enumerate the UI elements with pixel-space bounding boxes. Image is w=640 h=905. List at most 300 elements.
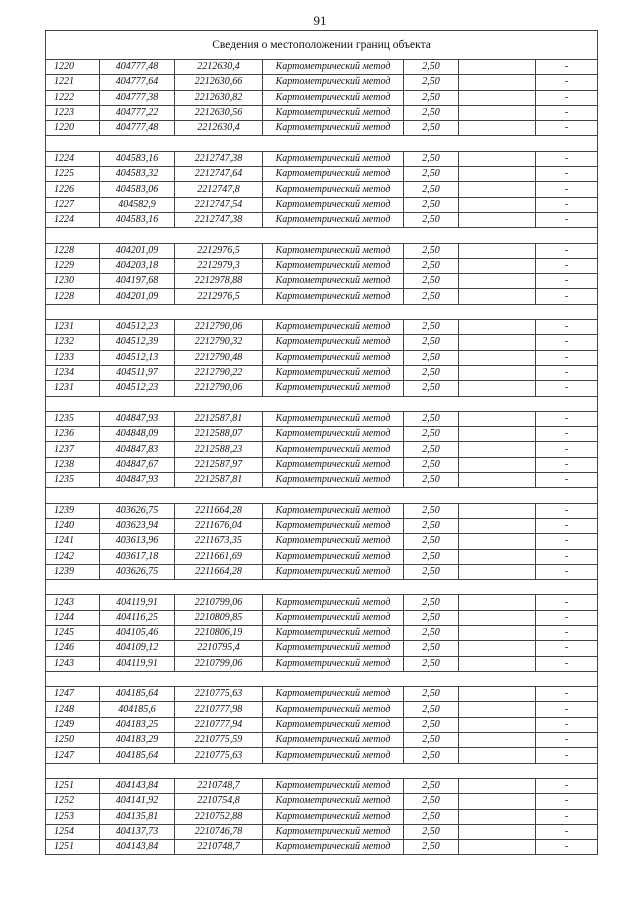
y-coordinate-cell: 2211664,28 (175, 503, 263, 518)
precision-cell: 2,50 (404, 75, 459, 90)
x-coordinate-cell: 404201,09 (100, 289, 175, 304)
x-coordinate-cell: 404777,38 (100, 90, 175, 105)
y-coordinate-cell: 2212630,4 (175, 60, 263, 75)
y-coordinate-cell: 2212790,32 (175, 335, 263, 350)
point-number-cell: 1230 (46, 274, 100, 289)
x-coordinate-cell: 404583,06 (100, 182, 175, 197)
description-empty-cell (459, 625, 536, 640)
description-dash-cell: - (536, 320, 598, 335)
group-separator-row (46, 763, 598, 778)
table-title-row (46, 31, 598, 60)
precision-cell: 2,50 (404, 534, 459, 549)
precision-cell: 2,50 (404, 411, 459, 426)
y-coordinate-cell: 2212747,38 (175, 151, 263, 166)
method-cell: Картометрический метод (263, 717, 404, 732)
table-row (46, 687, 598, 702)
separator-cell (46, 228, 598, 243)
description-empty-cell (459, 564, 536, 579)
separator-cell (46, 763, 598, 778)
precision-cell: 2,50 (404, 549, 459, 564)
table-row (46, 258, 598, 273)
description-dash-cell: - (536, 687, 598, 702)
description-empty-cell (459, 335, 536, 350)
description-dash-cell: - (536, 794, 598, 809)
boundary-coordinates-table (45, 30, 598, 855)
description-empty-cell (459, 151, 536, 166)
point-number-cell: 1254 (46, 824, 100, 839)
x-coordinate-cell: 404512,23 (100, 320, 175, 335)
x-coordinate-cell: 403626,75 (100, 503, 175, 518)
description-empty-cell (459, 274, 536, 289)
method-cell: Картометрический метод (263, 411, 404, 426)
point-number-cell: 1239 (46, 564, 100, 579)
table-row (46, 778, 598, 793)
method-cell: Картометрический метод (263, 534, 404, 549)
precision-cell: 2,50 (404, 809, 459, 824)
table-row (46, 748, 598, 763)
precision-cell: 2,50 (404, 427, 459, 442)
x-coordinate-cell: 404183,25 (100, 717, 175, 732)
x-coordinate-cell: 404201,09 (100, 243, 175, 258)
point-number-cell: 1244 (46, 610, 100, 625)
description-empty-cell (459, 717, 536, 732)
x-coordinate-cell: 404583,16 (100, 151, 175, 166)
method-cell: Картометрический метод (263, 60, 404, 75)
description-dash-cell: - (536, 350, 598, 365)
method-cell: Картометрический метод (263, 549, 404, 564)
y-coordinate-cell: 2212630,56 (175, 105, 263, 120)
y-coordinate-cell: 2210748,7 (175, 840, 263, 855)
description-empty-cell (459, 90, 536, 105)
precision-cell: 2,50 (404, 748, 459, 763)
point-number-cell: 1253 (46, 809, 100, 824)
description-empty-cell (459, 75, 536, 90)
table-row (46, 365, 598, 380)
description-empty-cell (459, 778, 536, 793)
table-row (46, 335, 598, 350)
point-number-cell: 1242 (46, 549, 100, 564)
point-number-cell: 1229 (46, 258, 100, 273)
description-empty-cell (459, 702, 536, 717)
y-coordinate-cell: 2210777,98 (175, 702, 263, 717)
point-number-cell: 1251 (46, 778, 100, 793)
method-cell: Картометрический метод (263, 641, 404, 656)
point-number-cell: 1248 (46, 702, 100, 717)
x-coordinate-cell: 404777,48 (100, 60, 175, 75)
precision-cell: 2,50 (404, 702, 459, 717)
description-empty-cell (459, 350, 536, 365)
y-coordinate-cell: 2212587,81 (175, 473, 263, 488)
description-dash-cell: - (536, 778, 598, 793)
point-number-cell: 1223 (46, 105, 100, 120)
x-coordinate-cell: 403617,18 (100, 549, 175, 564)
precision-cell: 2,50 (404, 243, 459, 258)
point-number-cell: 1220 (46, 121, 100, 136)
point-number-cell: 1228 (46, 243, 100, 258)
y-coordinate-cell: 2212747,8 (175, 182, 263, 197)
method-cell: Картометрический метод (263, 289, 404, 304)
description-empty-cell (459, 121, 536, 136)
description-dash-cell: - (536, 595, 598, 610)
precision-cell: 2,50 (404, 365, 459, 380)
method-cell: Картометрический метод (263, 365, 404, 380)
y-coordinate-cell: 2212979,3 (175, 258, 263, 273)
description-empty-cell (459, 809, 536, 824)
method-cell: Картометрический метод (263, 258, 404, 273)
method-cell: Картометрический метод (263, 457, 404, 472)
table-row (46, 534, 598, 549)
y-coordinate-cell: 2212588,07 (175, 427, 263, 442)
group-separator-row (46, 671, 598, 686)
point-number-cell: 1235 (46, 411, 100, 426)
table-row (46, 105, 598, 120)
point-number-cell: 1231 (46, 381, 100, 396)
table-row (46, 350, 598, 365)
table-row (46, 717, 598, 732)
x-coordinate-cell: 404185,6 (100, 702, 175, 717)
description-dash-cell: - (536, 121, 598, 136)
description-dash-cell: - (536, 809, 598, 824)
point-number-cell: 1247 (46, 748, 100, 763)
table-row (46, 243, 598, 258)
description-empty-cell (459, 381, 536, 396)
x-coordinate-cell: 404583,32 (100, 167, 175, 182)
precision-cell: 2,50 (404, 840, 459, 855)
x-coordinate-cell: 404185,64 (100, 687, 175, 702)
precision-cell: 2,50 (404, 320, 459, 335)
precision-cell: 2,50 (404, 442, 459, 457)
method-cell: Картометрический метод (263, 197, 404, 212)
precision-cell: 2,50 (404, 794, 459, 809)
description-dash-cell: - (536, 151, 598, 166)
description-empty-cell (459, 167, 536, 182)
description-empty-cell (459, 641, 536, 656)
method-cell: Картометрический метод (263, 809, 404, 824)
x-coordinate-cell: 404203,18 (100, 258, 175, 273)
description-dash-cell: - (536, 442, 598, 457)
x-coordinate-cell: 404583,16 (100, 212, 175, 227)
y-coordinate-cell: 2210806,19 (175, 625, 263, 640)
x-coordinate-cell: 404582,9 (100, 197, 175, 212)
y-coordinate-cell: 2212747,54 (175, 197, 263, 212)
method-cell: Картометрический метод (263, 212, 404, 227)
table-row (46, 75, 598, 90)
x-coordinate-cell: 404143,84 (100, 840, 175, 855)
y-coordinate-cell: 2210748,7 (175, 778, 263, 793)
method-cell: Картометрический метод (263, 610, 404, 625)
x-coordinate-cell: 404109,12 (100, 641, 175, 656)
y-coordinate-cell: 2210775,63 (175, 748, 263, 763)
x-coordinate-cell: 404185,64 (100, 748, 175, 763)
description-dash-cell: - (536, 518, 598, 533)
separator-cell (46, 396, 598, 411)
point-number-cell: 1251 (46, 840, 100, 855)
x-coordinate-cell: 404135,81 (100, 809, 175, 824)
x-coordinate-cell: 403626,75 (100, 564, 175, 579)
method-cell: Картометрический метод (263, 794, 404, 809)
table-row (46, 289, 598, 304)
precision-cell: 2,50 (404, 518, 459, 533)
table-row (46, 212, 598, 227)
method-cell: Картометрический метод (263, 182, 404, 197)
point-number-cell: 1240 (46, 518, 100, 533)
precision-cell: 2,50 (404, 121, 459, 136)
precision-cell: 2,50 (404, 258, 459, 273)
point-number-cell: 1234 (46, 365, 100, 380)
description-dash-cell: - (536, 503, 598, 518)
method-cell: Картометрический метод (263, 656, 404, 671)
method-cell: Картометрический метод (263, 503, 404, 518)
description-dash-cell: - (536, 625, 598, 640)
precision-cell: 2,50 (404, 350, 459, 365)
y-coordinate-cell: 2212747,38 (175, 212, 263, 227)
table-row (46, 610, 598, 625)
table-row (46, 197, 598, 212)
method-cell: Картометрический метод (263, 243, 404, 258)
table-row (46, 656, 598, 671)
point-number-cell: 1232 (46, 335, 100, 350)
precision-cell: 2,50 (404, 274, 459, 289)
description-empty-cell (459, 258, 536, 273)
table-row (46, 274, 598, 289)
table-row (46, 595, 598, 610)
group-separator-row (46, 136, 598, 151)
table-row (46, 702, 598, 717)
description-empty-cell (459, 610, 536, 625)
point-number-cell: 1224 (46, 212, 100, 227)
method-cell: Картометрический метод (263, 167, 404, 182)
x-coordinate-cell: 404847,93 (100, 473, 175, 488)
description-dash-cell: - (536, 365, 598, 380)
precision-cell: 2,50 (404, 564, 459, 579)
table-row (46, 320, 598, 335)
table-title: Сведения о местоположении границ объекта (46, 31, 598, 60)
y-coordinate-cell: 2210799,06 (175, 595, 263, 610)
description-empty-cell (459, 503, 536, 518)
point-number-cell: 1221 (46, 75, 100, 90)
point-number-cell: 1243 (46, 595, 100, 610)
description-empty-cell (459, 60, 536, 75)
method-cell: Картометрический метод (263, 564, 404, 579)
description-dash-cell: - (536, 197, 598, 212)
table-row (46, 840, 598, 855)
point-number-cell: 1235 (46, 473, 100, 488)
precision-cell: 2,50 (404, 105, 459, 120)
description-empty-cell (459, 243, 536, 258)
description-empty-cell (459, 595, 536, 610)
x-coordinate-cell: 404847,83 (100, 442, 175, 457)
y-coordinate-cell: 2211676,04 (175, 518, 263, 533)
method-cell: Картометрический метод (263, 442, 404, 457)
method-cell: Картометрический метод (263, 748, 404, 763)
separator-cell (46, 304, 598, 319)
method-cell: Картометрический метод (263, 702, 404, 717)
table-row (46, 641, 598, 656)
description-dash-cell: - (536, 289, 598, 304)
description-dash-cell: - (536, 473, 598, 488)
y-coordinate-cell: 2210775,59 (175, 733, 263, 748)
description-empty-cell (459, 656, 536, 671)
method-cell: Картометрический метод (263, 840, 404, 855)
method-cell: Картометрический метод (263, 381, 404, 396)
x-coordinate-cell: 404183,29 (100, 733, 175, 748)
description-dash-cell: - (536, 534, 598, 549)
precision-cell: 2,50 (404, 335, 459, 350)
x-coordinate-cell: 404197,68 (100, 274, 175, 289)
point-number-cell: 1241 (46, 534, 100, 549)
precision-cell: 2,50 (404, 656, 459, 671)
description-empty-cell (459, 289, 536, 304)
method-cell: Картометрический метод (263, 687, 404, 702)
precision-cell: 2,50 (404, 457, 459, 472)
table-row (46, 503, 598, 518)
description-empty-cell (459, 518, 536, 533)
separator-cell (46, 136, 598, 151)
description-dash-cell: - (536, 182, 598, 197)
description-empty-cell (459, 824, 536, 839)
description-empty-cell (459, 197, 536, 212)
table-row (46, 121, 598, 136)
y-coordinate-cell: 2212630,66 (175, 75, 263, 90)
x-coordinate-cell: 403613,96 (100, 534, 175, 549)
description-empty-cell (459, 794, 536, 809)
description-empty-cell (459, 320, 536, 335)
description-dash-cell: - (536, 748, 598, 763)
table-row (46, 151, 598, 166)
group-separator-row (46, 488, 598, 503)
y-coordinate-cell: 2210799,06 (175, 656, 263, 671)
x-coordinate-cell: 404119,91 (100, 595, 175, 610)
precision-cell: 2,50 (404, 212, 459, 227)
y-coordinate-cell: 2212976,5 (175, 289, 263, 304)
x-coordinate-cell: 404143,84 (100, 778, 175, 793)
x-coordinate-cell: 404512,39 (100, 335, 175, 350)
y-coordinate-cell: 2212630,4 (175, 121, 263, 136)
y-coordinate-cell: 2212976,5 (175, 243, 263, 258)
group-separator-row (46, 396, 598, 411)
precision-cell: 2,50 (404, 824, 459, 839)
table-row (46, 60, 598, 75)
x-coordinate-cell: 404777,48 (100, 121, 175, 136)
separator-cell (46, 580, 598, 595)
point-number-cell: 1245 (46, 625, 100, 640)
description-empty-cell (459, 182, 536, 197)
x-coordinate-cell: 404512,23 (100, 381, 175, 396)
table-row (46, 90, 598, 105)
y-coordinate-cell: 2210775,63 (175, 687, 263, 702)
table-row (46, 564, 598, 579)
y-coordinate-cell: 2210754,8 (175, 794, 263, 809)
precision-cell: 2,50 (404, 381, 459, 396)
y-coordinate-cell: 2212587,81 (175, 411, 263, 426)
x-coordinate-cell: 404141,92 (100, 794, 175, 809)
precision-cell: 2,50 (404, 289, 459, 304)
group-separator-row (46, 580, 598, 595)
point-number-cell: 1252 (46, 794, 100, 809)
description-empty-cell (459, 840, 536, 855)
method-cell: Картометрический метод (263, 350, 404, 365)
method-cell: Картометрический метод (263, 427, 404, 442)
point-number-cell: 1222 (46, 90, 100, 105)
description-dash-cell: - (536, 90, 598, 105)
description-dash-cell: - (536, 840, 598, 855)
point-number-cell: 1249 (46, 717, 100, 732)
description-dash-cell: - (536, 702, 598, 717)
description-dash-cell: - (536, 381, 598, 396)
point-number-cell: 1231 (46, 320, 100, 335)
y-coordinate-cell: 2210752,88 (175, 809, 263, 824)
point-number-cell: 1250 (46, 733, 100, 748)
table-row (46, 457, 598, 472)
method-cell: Картометрический метод (263, 320, 404, 335)
table-row (46, 167, 598, 182)
description-dash-cell: - (536, 564, 598, 579)
table-row (46, 824, 598, 839)
y-coordinate-cell: 2212747,64 (175, 167, 263, 182)
description-empty-cell (459, 411, 536, 426)
precision-cell: 2,50 (404, 610, 459, 625)
x-coordinate-cell: 404105,46 (100, 625, 175, 640)
point-number-cell: 1227 (46, 197, 100, 212)
method-cell: Картометрический метод (263, 625, 404, 640)
method-cell: Картометрический метод (263, 274, 404, 289)
x-coordinate-cell: 404777,22 (100, 105, 175, 120)
description-dash-cell: - (536, 717, 598, 732)
method-cell: Картометрический метод (263, 121, 404, 136)
point-number-cell: 1224 (46, 151, 100, 166)
precision-cell: 2,50 (404, 503, 459, 518)
point-number-cell: 1238 (46, 457, 100, 472)
point-number-cell: 1243 (46, 656, 100, 671)
table-row (46, 182, 598, 197)
table-row (46, 809, 598, 824)
precision-cell: 2,50 (404, 625, 459, 640)
description-dash-cell: - (536, 427, 598, 442)
method-cell: Картометрический метод (263, 518, 404, 533)
page-number: 91 (313, 13, 327, 28)
x-coordinate-cell: 404137,73 (100, 824, 175, 839)
description-empty-cell (459, 212, 536, 227)
x-coordinate-cell: 404512,13 (100, 350, 175, 365)
description-empty-cell (459, 748, 536, 763)
x-coordinate-cell: 404119,91 (100, 656, 175, 671)
description-dash-cell: - (536, 641, 598, 656)
table-row (46, 625, 598, 640)
method-cell: Картометрический метод (263, 595, 404, 610)
y-coordinate-cell: 2212978,88 (175, 274, 263, 289)
description-empty-cell (459, 365, 536, 380)
separator-cell (46, 488, 598, 503)
precision-cell: 2,50 (404, 90, 459, 105)
description-dash-cell: - (536, 243, 598, 258)
x-coordinate-cell: 404848,09 (100, 427, 175, 442)
description-empty-cell (459, 457, 536, 472)
description-empty-cell (459, 473, 536, 488)
y-coordinate-cell: 2210777,94 (175, 717, 263, 732)
description-dash-cell: - (536, 75, 598, 90)
description-dash-cell: - (536, 258, 598, 273)
separator-cell (46, 671, 598, 686)
y-coordinate-cell: 2212790,22 (175, 365, 263, 380)
x-coordinate-cell: 404847,67 (100, 457, 175, 472)
method-cell: Картометрический метод (263, 75, 404, 90)
description-empty-cell (459, 442, 536, 457)
table-row (46, 733, 598, 748)
precision-cell: 2,50 (404, 733, 459, 748)
method-cell: Картометрический метод (263, 778, 404, 793)
x-coordinate-cell: 404116,25 (100, 610, 175, 625)
y-coordinate-cell: 2211664,28 (175, 564, 263, 579)
